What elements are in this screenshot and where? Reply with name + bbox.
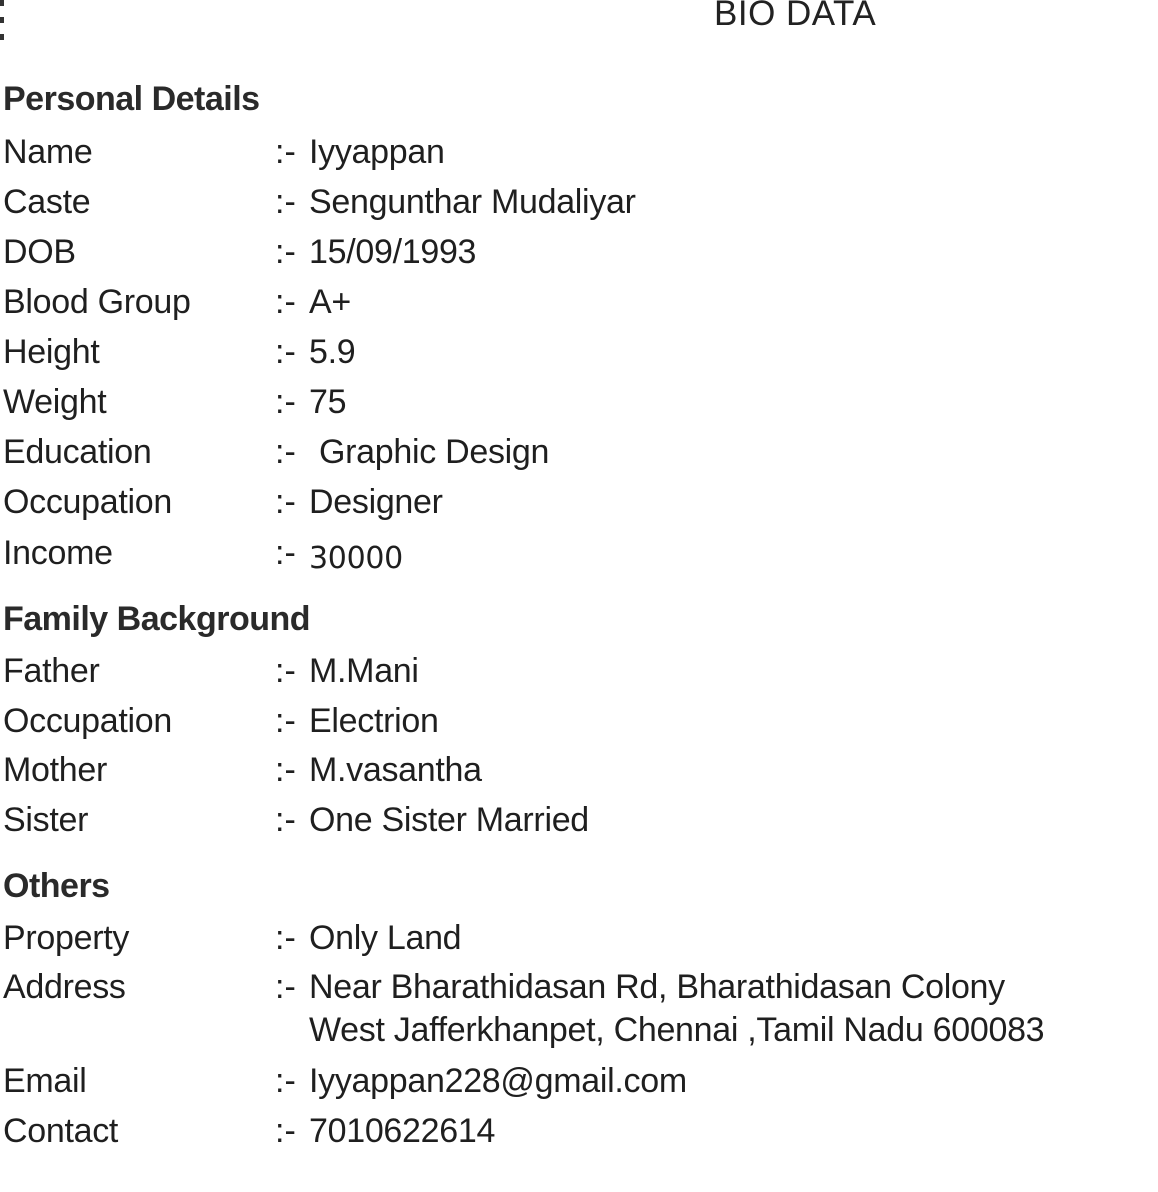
field-value: 75 — [309, 383, 347, 421]
field-value: 15/09/1993 — [309, 233, 477, 271]
field-label: Property — [3, 919, 130, 957]
field-label: Weight — [3, 383, 107, 421]
field-value: Iyyappan — [309, 133, 445, 171]
field-label: DOB — [3, 233, 76, 271]
field-label: Mother — [3, 751, 108, 789]
field-label: Height — [3, 333, 100, 371]
field-value: 7010622614 — [309, 1112, 496, 1150]
section-heading-family: Family Background — [3, 600, 311, 638]
field-separator: :- — [275, 801, 296, 839]
field-separator: :- — [275, 133, 296, 171]
field-label: Address — [3, 968, 126, 1006]
field-value: Only Land — [309, 919, 462, 957]
field-label: Contact — [3, 1112, 119, 1150]
field-separator: :- — [275, 751, 296, 789]
field-value-line2: West Jafferkhanpet, Chennai ,Tamil Nadu 600083 — [309, 1011, 1045, 1049]
field-separator: :- — [275, 652, 296, 690]
field-label: Blood Group — [3, 283, 191, 321]
field-value: Near Bharathidasan Rd, Bharathidasan Colony — [309, 968, 1005, 1006]
field-separator: :- — [275, 283, 296, 321]
section-heading-others: Others — [3, 867, 110, 905]
field-label: Income — [3, 534, 113, 572]
field-separator: :- — [275, 702, 296, 740]
field-separator: :- — [275, 383, 296, 421]
field-separator: :- — [275, 233, 296, 271]
field-value: Iyyappan228@gmail.com — [309, 1062, 687, 1100]
field-value: 5.9 — [309, 333, 356, 371]
section-heading-personal: Personal Details — [3, 80, 260, 118]
field-separator: :- — [275, 183, 296, 221]
field-label: Father — [3, 652, 100, 690]
field-separator: :- — [275, 433, 296, 471]
field-label: Sister — [3, 801, 89, 839]
field-value: One Sister Married — [309, 801, 589, 839]
field-separator: :- — [275, 968, 296, 1006]
field-label: Caste — [3, 183, 91, 221]
field-separator: :- — [275, 333, 296, 371]
field-value: M.Mani — [309, 652, 419, 690]
field-label: Occupation — [3, 702, 172, 740]
field-separator: :- — [275, 1112, 296, 1150]
page-edge-mark — [0, 0, 4, 40]
field-label: Occupation — [3, 483, 172, 521]
field-separator: :- — [275, 534, 296, 572]
field-label: Email — [3, 1062, 87, 1100]
field-value: Designer — [309, 483, 443, 521]
field-label: Education — [3, 433, 152, 471]
field-value: Graphic Design — [319, 433, 550, 471]
field-separator: :- — [275, 483, 296, 521]
field-label: Name — [3, 133, 93, 171]
field-value: 30000 — [309, 541, 403, 576]
field-value: M.vasantha — [309, 751, 482, 789]
field-separator: :- — [275, 1062, 296, 1100]
document-title: BIO DATA — [714, 0, 877, 33]
field-separator: :- — [275, 919, 296, 957]
field-value: A+ — [309, 283, 351, 321]
field-value: Electrion — [309, 702, 439, 740]
field-value: Sengunthar Mudaliyar — [309, 183, 636, 221]
